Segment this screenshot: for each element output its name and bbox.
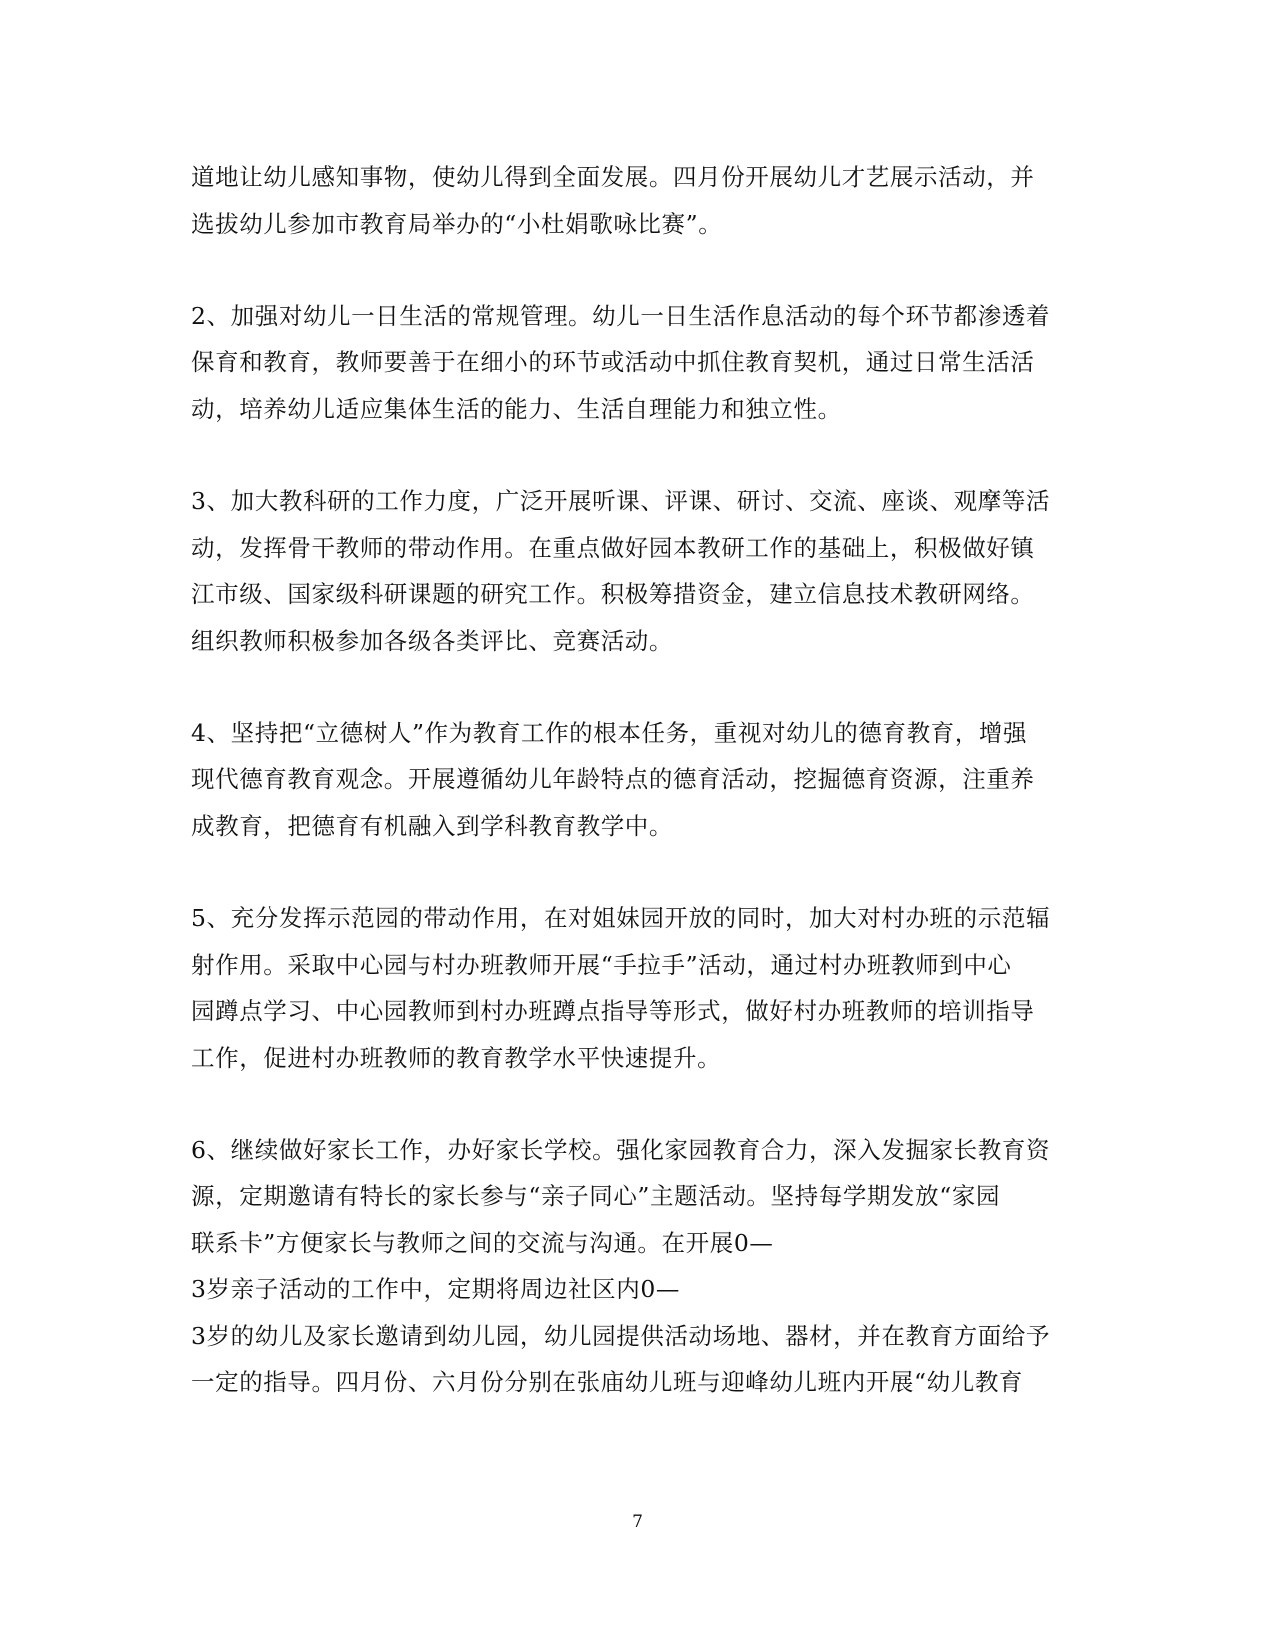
- paragraph-4-line-1: 4、坚持把“立德树人”作为教育工作的根本任务，重视对幼儿的德育教育，增强: [191, 719, 1028, 747]
- paragraph-6-line-6: 一定的指导。四月份、六月份分别在张庙幼儿班与迎峰幼儿班内开展“幼儿教育: [191, 1368, 1024, 1396]
- paragraph-6-line-4: 3岁亲子活动的工作中，定期将周边社区内0—: [191, 1275, 681, 1303]
- paragraph-3-line-1: 3、加大教科研的工作力度，广泛开展听课、评课、研讨、交流、座谈、观摩等活: [191, 487, 1051, 515]
- paragraph-5-line-4: 工作，促进村办班教师的教育教学水平快速提升。: [191, 1044, 722, 1072]
- paragraph-2-line-3: 动，培养幼儿适应集体生活的能力、生活自理能力和独立性。: [191, 395, 842, 423]
- paragraph-3-line-2: 动，发挥骨干教师的带动作用。在重点做好园本教研工作的基础上，积极做好镇: [191, 534, 1035, 562]
- paragraph-5-line-1: 5、充分发挥示范园的带动作用，在对姐妹园开放的同时，加大对村办班的示范辐: [191, 904, 1051, 932]
- paragraph-1-line-1: 道地让幼儿感知事物，使幼儿得到全面发展。四月份开展幼儿才艺展示活动，并: [191, 163, 1035, 191]
- paragraph-2-line-2: 保育和教育，教师要善于在细小的环节或活动中抓住教育契机，通过日常生活活: [191, 348, 1035, 376]
- paragraph-3-line-4: 组织教师积极参加各级各类评比、竞赛活动。: [191, 627, 673, 655]
- paragraph-3-line-3: 江市级、国家级科研课题的研究工作。积极筹措资金，建立信息技术教研网络。: [191, 580, 1035, 608]
- paragraph-6-line-1: 6、继续做好家长工作，办好家长学校。强化家园教育合力，深入发掘家长教育资: [191, 1136, 1051, 1164]
- paragraph-6-line-2: 源，定期邀请有特长的家长参与“亲子同心”主题活动。坚持每学期发放“家园: [191, 1182, 1001, 1210]
- page-number: 7: [632, 1512, 643, 1532]
- paragraph-1-line-2: 选拔幼儿参加市教育局举办的“小杜娟歌咏比赛”。: [191, 210, 723, 238]
- paragraph-5-line-2: 射作用。采取中心园与村办班教师开展“手拉手”活动，通过村办班教师到中心: [191, 951, 1012, 979]
- paragraph-5-line-3: 园蹲点学习、中心园教师到村办班蹲点指导等形式，做好村办班教师的培训指导: [191, 997, 1035, 1025]
- paragraph-6-line-5: 3岁的幼儿及家长邀请到幼儿园，幼儿园提供活动场地、器材，并在教育方面给予: [191, 1322, 1051, 1350]
- paragraph-6-line-3: 联系卡”方便家长与教师之间的交流与沟通。在开展0—: [191, 1229, 774, 1257]
- paragraph-4-line-3: 成教育，把德育有机融入到学科教育教学中。: [191, 812, 673, 840]
- paragraph-2-line-1: 2、加强对幼儿一日生活的常规管理。幼儿一日生活作息活动的每个环节都渗透着: [191, 302, 1051, 330]
- paragraph-4-line-2: 现代德育教育观念。开展遵循幼儿年龄特点的德育活动，挖掘德育资源，注重养: [191, 765, 1035, 793]
